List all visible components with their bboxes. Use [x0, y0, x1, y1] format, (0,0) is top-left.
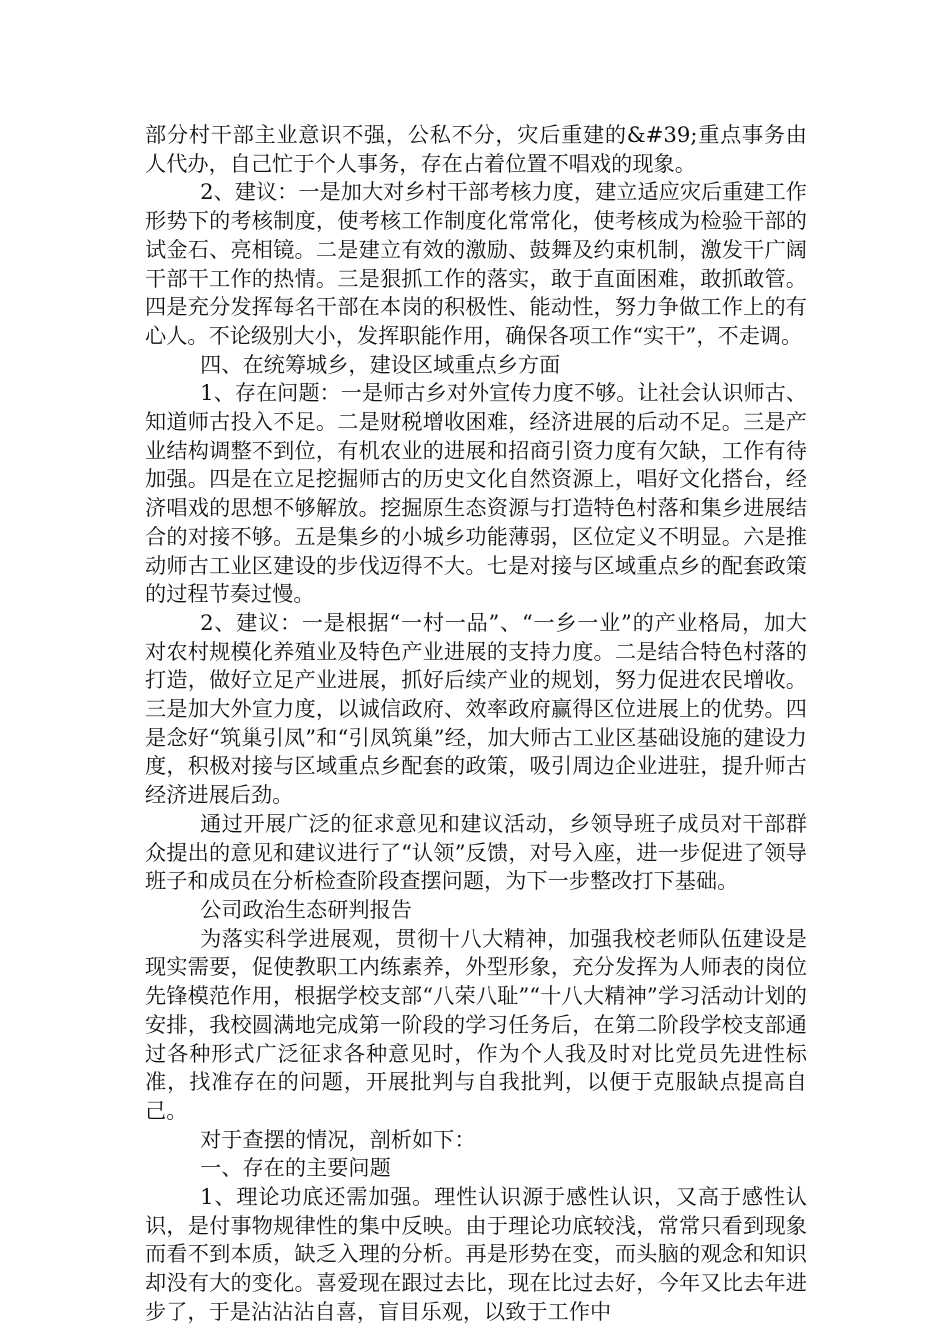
section-heading: 四、在统筹城乡，建设区域重点乡方面: [200, 351, 561, 377]
section-heading: 一、存在的主要问题: [200, 1155, 391, 1181]
paragraph: 部分村干部主业意识不强，公私不分，灾后重建的&#39;重点事务由人代办，自己忙于个人事务，存在占着位置不唱戏的现象。: [145, 122, 807, 176]
paragraph: 2、建议：一是根据“一村一品”、“一乡一业”的产业格局，加大对农村规模化养殖业及特色产业进展的支持力度。二是结合特色村落的打造，做好立足产业进展，抓好后续产业的规划，努力促进农民增收。三是加大外宣力度，以诚信政府、效率政府赢得区位进展上的优势。四是念好“筑巢引凤”和“引凤筑巢”经，加大师古工业区基础设施的建设力度，积极对接与区域重点乡配套的政策，吸引周边企业进驻，提升师古经济进展后劲。: [145, 609, 807, 808]
paragraph: 2、建议：一是加大对乡村干部考核力度，建立适应灾后重建工作形势下的考核制度，使考核工作制度化常常化，使考核成为检验干部的试金石、亮相镜。二是建立有效的激励、鼓舞及约束机制，激发干广阔干部干工作的热情。三是狠抓工作的落实，敢于直面困难，敢抓敢管。四是充分发挥每名干部在本岗的积极性、能动性，努力争做工作上的有心人。不论级别大小，发挥职能作用，确保各项工作“实干”，不走调。: [145, 179, 807, 348]
document-title: 公司政治生态研判报告: [200, 896, 412, 922]
paragraph: 1、理论功底还需加强。理性认识源于感性认识，又高于感性认识，是付事物规律性的集中反映。由于理论功底较浅，常常只看到现象而看不到本质，缺乏入理的分析。再是形势在变，而头脑的观念和知识却没有大的变化。喜爱现在跟过去比，现在比过去好，今年又比去年进步了，于是沾沾沾自喜，盲目乐观，以致于工作中: [145, 1184, 807, 1324]
paragraph: 1、存在问题：一是师古乡对外宣传力度不够。让社会认识师古、知道师古投入不足。二是财税增收困难，经济进展的后动不足。三是产业结构调整不到位，有机农业的进展和招商引资力度有欠缺，工作有待加强。四是在立足挖掘师古的历史文化自然资源上，唱好文化搭台，经济唱戏的思想不够解放。挖掘原生态资源与打造特色村落和集乡进展结合的对接不够。五是集乡的小城乡功能薄弱，区位定义不明显。六是推动师古工业区建设的步伐迈得不大。七是对接与区域重点乡的配套政策的过程节奏过慢。: [145, 380, 807, 607]
paragraph: 对于查摆的情况，剖析如下：: [200, 1126, 476, 1152]
document-body: [145, 121, 807, 1327]
paragraph: 为落实科学进展观，贯彻十八大精神，加强我校老师队伍建设是现实需要，促使教职工内练素养，外型形象，充分发挥为人师表的岗位先锋模范作用，根据学校支部“八荣八耻”“十八大精神”学习活动计划的安排，我校圆满地完成第一阶段的学习任务后，在第二阶段学校支部通过各种形式广泛征求各种意见时，作为个人我及时对比党员先进性标准，找准存在的问题，开展批判与自我批判，以便于克服缺点提高自己。: [145, 925, 807, 1123]
paragraph: 通过开展广泛的征求意见和建议活动，乡领导班子成员对干部群众提出的意见和建议进行了“认领”反馈，对号入座，进一步促进了领导班子和成员在分析检查阶段查摆问题，为下一步整改打下基础。: [145, 810, 807, 894]
